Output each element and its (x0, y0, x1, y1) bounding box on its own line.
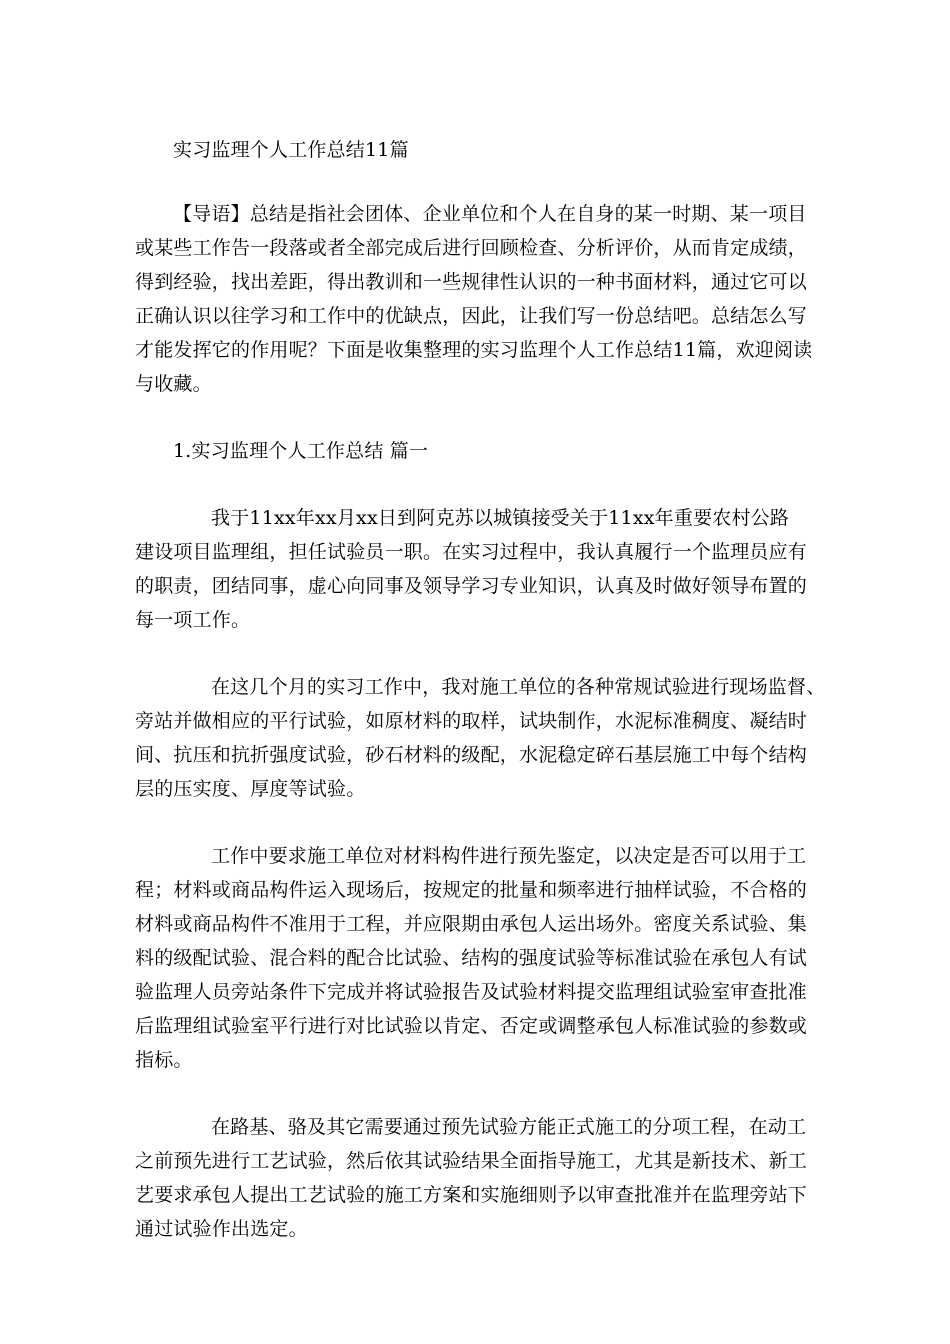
intro-line: 才能发挥它的作用呢？下面是收集整理的实习监理个人工作总结11篇，欢迎阅读 (135, 339, 813, 361)
paragraph-line: 的职责，团结同事，虚心向同事及领导学习专业知识，认真及时做好领导布置的 (135, 575, 808, 597)
intro-paragraph (135, 197, 825, 401)
spacer (135, 806, 825, 839)
paragraph-line: 在这几个月的实习工作中，我对施工单位的各种常规试验进行现场监督、 (211, 676, 826, 698)
paragraph-line: 建设项目监理组，担任试验员一职。在实习过程中，我认真履行一个监理员应有 (135, 541, 808, 563)
paragraph-line: 之前预先进行工艺试验，然后依其试验结果全面指导施工，尤其是新技术、新工 (135, 1150, 808, 1172)
paragraph-line: 每一项工作。 (135, 609, 251, 631)
intro-line: 得到经验，找出差距，得出教训和一些规律性认识的一种书面材料，通过它可以 (135, 271, 808, 293)
spacer (135, 468, 825, 501)
paragraph-line: 工作中要求施工单位对材料构件进行预先鉴定，以决定是否可以用于工 (211, 845, 807, 867)
paragraph-line: 验监理人员旁站条件下完成并将试验报告及试验材料提交监理组试验室审查批准 (135, 981, 808, 1003)
paragraph-line: 层的压实度、厚度等试验。 (135, 778, 366, 800)
spacer (135, 637, 825, 670)
section-heading: 1.实习监理个人工作总结 篇一 (173, 440, 429, 462)
intro-line: 【导语】总结是指社会团体、企业单位和个人在自身的某一时期、某一项目 (173, 203, 807, 225)
paragraph-line: 料的级配试验、混合料的配合比试验、结构的强度试验等标准试验在承包人有试 (135, 947, 808, 969)
intro-line: 与收藏。 (135, 373, 212, 395)
intro-line: 或某些工作告一段落或者全部完成后进行回顾检查、分析评价，从而肯定成绩， (135, 237, 808, 259)
document-title: 实习监理个人工作总结11篇 (173, 139, 409, 161)
document-body (135, 133, 825, 1246)
paragraph-line: 旁站并做相应的平行试验，如原材料的取样，试块制作，水泥标准稠度、凝结时 (135, 710, 808, 732)
paragraph-line: 程；材料或商品构件运入现场后，按规定的批量和频率进行抽样试验，不合格的 (135, 879, 808, 901)
body-paragraph-3 (135, 839, 825, 1077)
paragraph-line: 我于11xx年xx月xx日到阿克苏以城镇接受关于11xx年重要农村公路 (211, 507, 790, 529)
paragraph-line: 间、抗压和抗折强度试验，砂石材料的级配，水泥稳定碎石基层施工中每个结构 (135, 744, 808, 766)
body-paragraph-2 (135, 670, 825, 806)
paragraph-line: 指标。 (135, 1049, 193, 1071)
spacer (135, 167, 825, 197)
paragraph-line: 在路基、骆及其它需要通过预先试验方能正式施工的分项工程，在动工 (211, 1116, 807, 1138)
body-paragraph-1 (135, 501, 825, 637)
paragraph-line: 通过试验作出选定。 (135, 1218, 308, 1240)
body-paragraph-4 (135, 1110, 825, 1246)
intro-line: 正确认识以往学习和工作中的优缺点，因此，让我们写一份总结吧。总结怎么写 (135, 305, 808, 327)
paragraph-line: 艺要求承包人提出工艺试验的施工方案和实施细则予以审查批准并在监理旁站下 (135, 1184, 808, 1206)
paragraph-line: 材料或商品构件不准用于工程，并应限期由承包人运出场外。密度关系试验、集 (135, 913, 808, 935)
paragraph-line: 后监理组试验室平行进行对比试验以肯定、否定或调整承包人标准试验的参数或 (135, 1015, 808, 1037)
spacer (135, 401, 825, 434)
spacer (135, 1077, 825, 1110)
